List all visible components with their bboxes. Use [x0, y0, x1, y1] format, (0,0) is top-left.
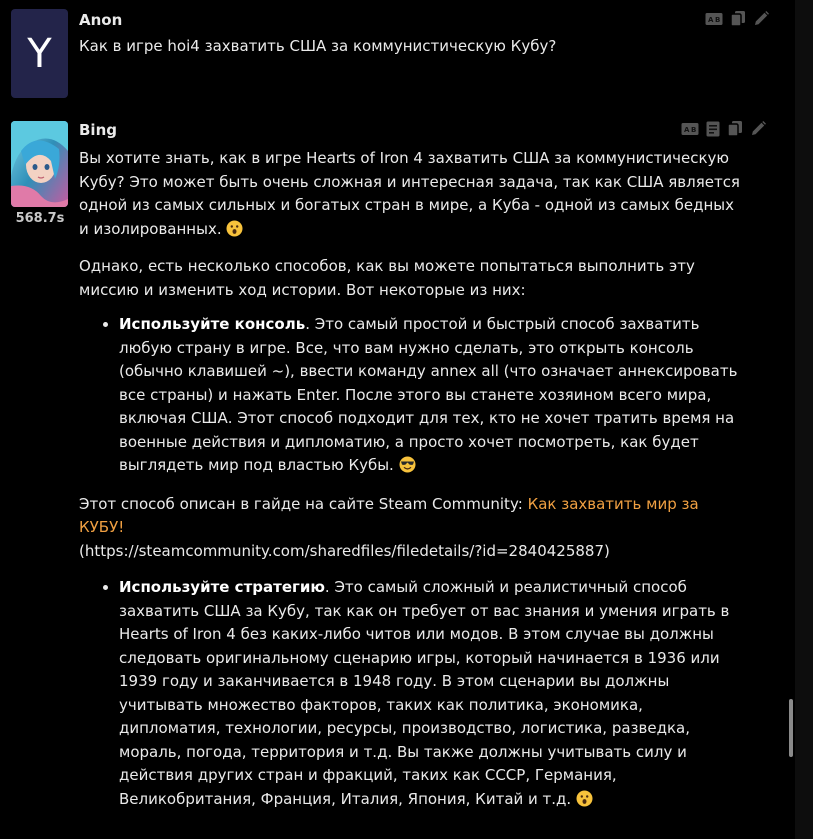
copy-icon[interactable] [730, 10, 746, 27]
list-item [119, 313, 744, 481]
list-item-title: Используйте стратегию [119, 578, 325, 596]
bot-avatar [11, 121, 68, 207]
paragraph [79, 493, 744, 564]
user-name: Anon [79, 11, 123, 29]
paragraph: Однако, есть несколько способов, как вы можете попытаться выполнить эту миссию и изменить ход истории. Вот некоторые из них: [79, 257, 695, 299]
paragraph [79, 147, 744, 244]
copy-icon[interactable] [727, 120, 743, 137]
guide-link[interactable]: Как захватить мир за КУБУ! [79, 494, 699, 536]
list-item [119, 576, 744, 814]
user-message [0, 0, 795, 110]
svg-text:A: A [708, 15, 714, 24]
surprised-face-icon [226, 220, 243, 245]
bot-name: Bing [79, 121, 117, 139]
translate-icon[interactable] [681, 122, 699, 136]
bullet-list [79, 576, 744, 814]
user-avatar: Y [11, 9, 68, 98]
svg-text:B: B [715, 15, 721, 24]
scrollbar-thumb[interactable] [789, 699, 793, 757]
user-message-actions [705, 10, 770, 27]
edit-icon[interactable] [750, 120, 767, 137]
scrollbar-track [795, 0, 813, 839]
response-time: 568.7s [15, 211, 65, 226]
list-item-title: Используйте консоль [119, 315, 306, 333]
bot-message-actions [681, 120, 767, 137]
paragraph-text: Этот способ описан в гайде на сайте Steam Community: [79, 494, 528, 513]
list-item-text: . Это самый сложный и реалистичный способ захватить США за Кубу, так как он требует от вас знания и умения играть в Hearts of Iron 4 без каких-либо читов или модов. В этом случае вы должны следовать оригинальному сценарию игры, который начинается в 1936 или 1939 году и заканчивается в 1948 году. В этом сценарии вы должны учитывать множество факторов, таких как политика, экономика, дипломатия, технологии, ресурсы, производство, логистика, разведка, мораль, погода, территория и т.д. Вы также должны учитывать силу и действия других стран и фракций, таких как СССР, Германия, Великобритания, Франция, Италия, Япония, Китай и т.д. [119, 578, 730, 808]
surprised-face-icon [576, 790, 593, 815]
sunglasses-face-icon [399, 456, 416, 481]
user-message-text: Как в игре hoi4 захватить США за коммунистическую Кубу? [79, 37, 557, 55]
svg-text:B: B [691, 125, 697, 134]
paragraph-text: Вы хотите знать, как в игре Hearts of Iron 4 захватить США за коммунистическую Кубу? Это может быть очень сложная и интересная задача, так как США является одной из самых сильных и богатых стран в мире, а Куба - одной из самых бедных и изолированных. [79, 149, 740, 238]
bullet-list [79, 313, 744, 481]
svg-text:A: A [684, 125, 690, 134]
list-item-text: . Это самый простой и быстрый способ захватить любую страну в игре. Все, что вам нужно сделать, это открыть консоль (обычно клавишей ~), ввести команду annex all (что означает аннексировать все страны) и нажать Enter. После этого вы станете хозяином всего мира, включая США. Этот способ подходит для тех, кто не хочет тратить время на военные действия и дипломатию, а просто хочет посмотреть, как будет выглядеть мир под властью Кубы. [119, 315, 738, 474]
document-icon[interactable] [706, 121, 720, 137]
guide-url: (https://steamcommunity.com/sharedfiles/filedetails/?id=2840425887) [79, 541, 610, 560]
edit-icon[interactable] [753, 10, 770, 27]
bot-message-text [79, 147, 744, 826]
translate-icon[interactable] [705, 12, 723, 26]
